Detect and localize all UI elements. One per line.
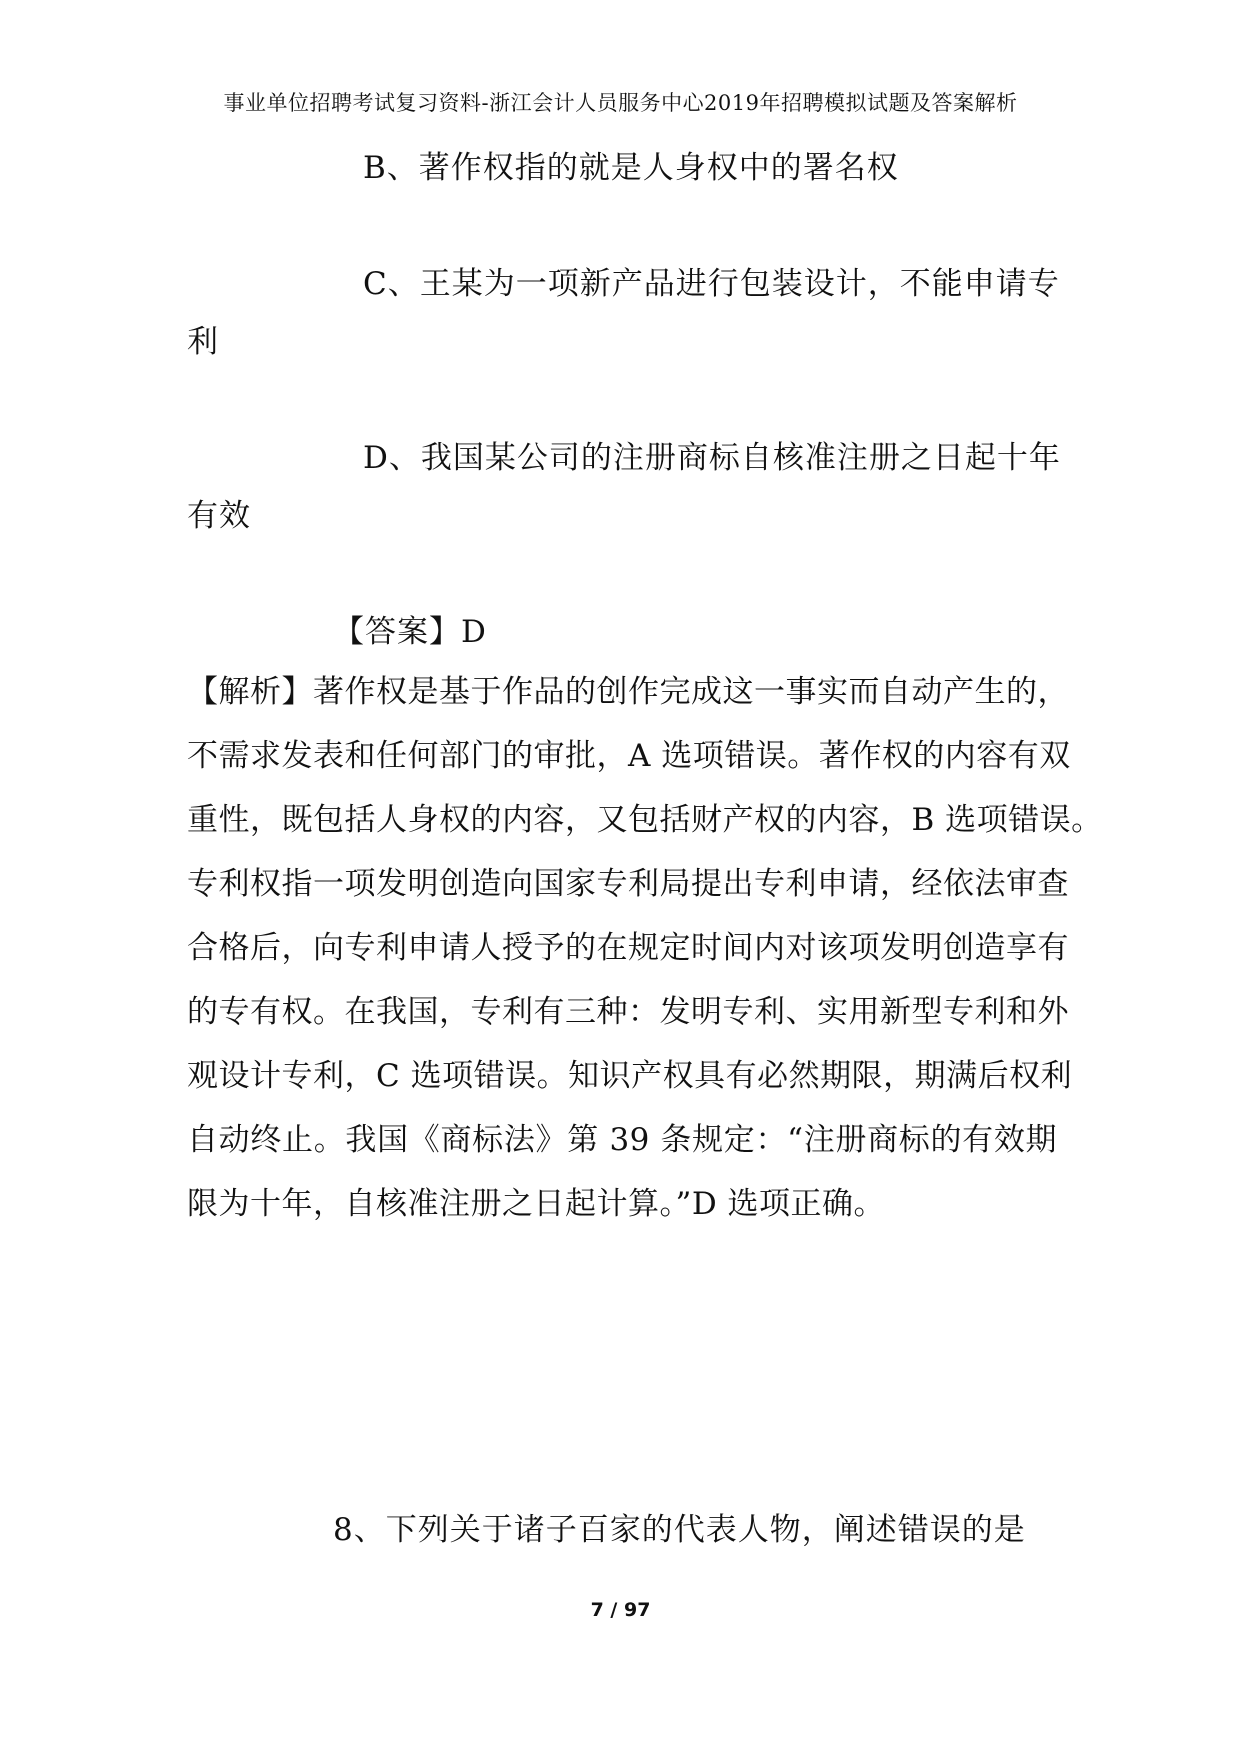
analysis-paragraph	[187, 660, 1103, 1236]
document-header: 事业单位招聘考试复习资料-浙江会计人员服务中心2019年招聘模拟试题及答案解析	[223, 91, 1018, 115]
option-c: C、王某为一项新产品进行包装设计，不能申请专	[363, 266, 1060, 302]
answer-label: 【答案】D	[333, 614, 487, 650]
page-number: 7 / 97	[590, 1599, 651, 1621]
analysis-line: 自动终止。我国《商标法》第 39 条规定：“注册商标的有效期	[187, 1122, 1057, 1158]
analysis-line: 重性，既包括人身权的内容，又包括财产权的内容，B 选项错误。	[187, 802, 1103, 838]
analysis-line: 限为十年，自核准注册之日起计算。”D 选项正确。	[187, 1186, 886, 1222]
option-d-continuation: 有效	[187, 498, 251, 534]
question-8: 8、下列关于诸子百家的代表人物，阐述错误的是	[333, 1512, 1026, 1548]
analysis-line: 的专有权。在我国，专利有三种：发明专利、实用新型专利和外	[187, 994, 1069, 1030]
option-b: B、著作权指的就是人身权中的署名权	[363, 150, 899, 186]
analysis-line: 【解析】著作权是基于作品的创作完成这一事实而自动产生的，	[187, 674, 1069, 710]
analysis-line: 不需求发表和任何部门的审批，A 选项错误。著作权的内容有双	[187, 738, 1071, 774]
option-d: D、我国某公司的注册商标自核准注册之日起十年	[363, 440, 1061, 476]
option-c-continuation: 利	[187, 324, 219, 360]
analysis-line: 专利权指一项发明创造向国家专利局提出专利申请，经依法审查	[187, 866, 1069, 902]
analysis-line: 合格后，向专利申请人授予的在规定时间内对该项发明创造享有	[187, 930, 1069, 966]
analysis-line: 观设计专利，C 选项错误。知识产权具有必然期限，期满后权利	[187, 1058, 1073, 1094]
